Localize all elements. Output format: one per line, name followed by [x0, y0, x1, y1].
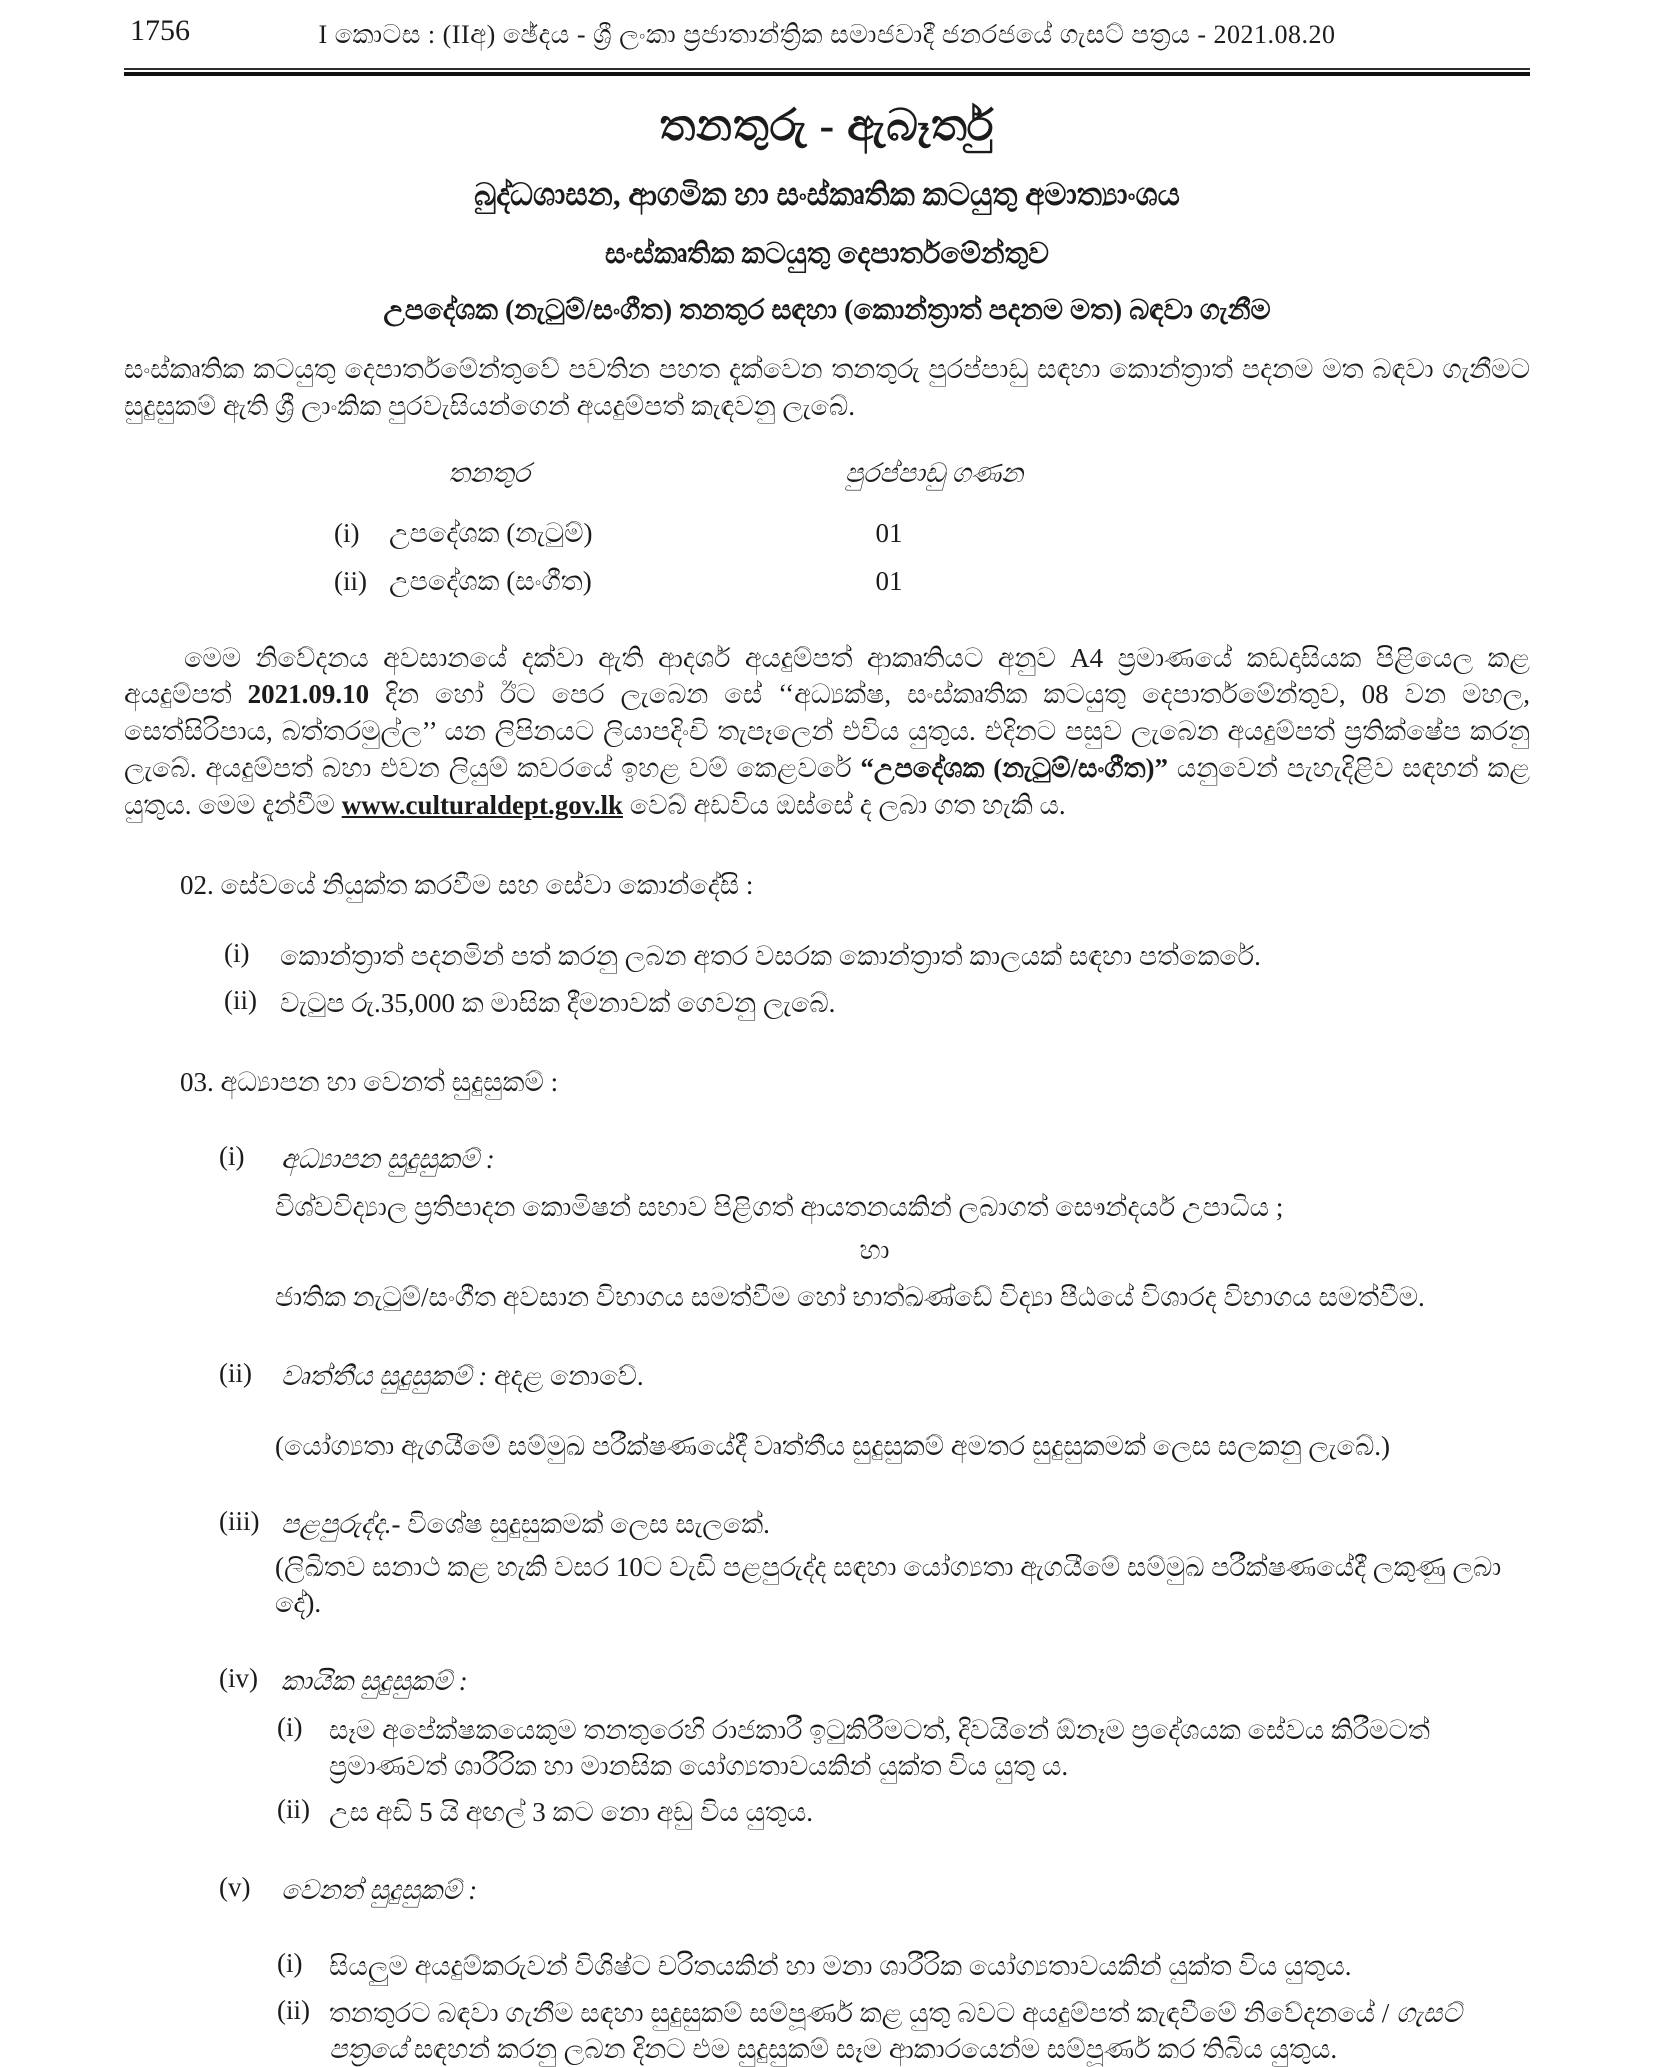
table-row: [269, 518, 1530, 550]
professional-qualifications: [124, 1358, 1530, 1465]
physical-subitems: [219, 1712, 1530, 1831]
list-item: [224, 985, 1530, 1021]
item-number: (iii): [219, 1506, 260, 1537]
gazette-header-line: I කොටස : (IIඅ) ඡේදය - ශ්‍රී ලංකා ප්‍රජාතාන්ත්‍රික සමාජවාදී ජනරජයේ ගැසට් පත්‍රය - 2021.08.20: [318, 20, 1336, 49]
item-text-part: තනතුරට බඳවා ගැනීම සඳහා සුදුසුකම් සම්පූර්ණ කළ යුතු බවට අයදුම්පත් කැඳවීමේ නිවේදනයේ /: [329, 1997, 1397, 2028]
header-divider: [124, 68, 1530, 76]
other-subitems: [219, 1948, 1530, 2067]
item-number: (ii): [277, 1994, 310, 2025]
item-number: (v): [219, 1872, 251, 1903]
table-row: [269, 566, 1530, 598]
professional-note: (යෝග්‍යතා ඇගයීමේ සම්මුඛ පරීක්ෂණයේදී වෘත්තීය සුදුසුකම් අමතර සුදුසුකමක් ලෙස සලකනු ලැබේ.): [275, 1430, 1390, 1461]
item-text: උස අඩි 5 යි අඟල් 3 කට නො අඩු විය යුතුය.: [329, 1796, 814, 1827]
vacancy-table-header: [269, 458, 1530, 490]
item-number: (i): [219, 1140, 245, 1171]
conjunction-and: හා: [859, 1235, 890, 1266]
item-number: (iv): [219, 1663, 258, 1694]
column-header-count: පුරප්පාඩු ගණන: [844, 457, 1024, 488]
education-exam-line: ජාතික නැටුම්/සංගීත අවසාන විභාගය සමත්වීම හෝ භාත්ඛණ්ඩේ විද්‍යා පීඨයේ විශාරද විභාගය සමත්වීම.: [275, 1282, 1425, 1313]
experience-qualifications: [124, 1506, 1530, 1621]
list-item: [219, 1506, 1530, 1542]
item-number: (ii): [277, 1793, 310, 1824]
physical-label: කායික සුදුසුකම් :: [281, 1666, 468, 1697]
experience-text: [281, 1506, 1530, 1542]
page-header: [124, 14, 1530, 58]
item-text: වැටුප රු.35,000 ක මාසික දීමනාවක් ගෙවනු ලැබේ.: [280, 987, 836, 1018]
section-02-items: [124, 938, 1530, 1020]
application-instructions-paragraph: [124, 640, 1530, 825]
post-quote: “උපදේශක (නැටුම්/සංගීත)”: [860, 753, 1169, 784]
list-item: [277, 1995, 1530, 2067]
other-qualifications: [124, 1872, 1530, 2067]
application-text: මෙම නිවේදනය අවසානයේ දක්වා ඇති ආදර්ශ අයදුම්පත් ආකෘතියට අනුව A4 ප්‍රමාණයේ කඩදාසියක පිළියෙල කළ අයදුම්පත්: [124, 642, 1530, 710]
ministry-name: බුද්ධශාසන, ආගමික හා සංස්කෘතික කටයුතු අමාත්‍යාංශය: [474, 177, 1180, 212]
section-03-heading: 03. අධ්‍යාපන හා වෙනත් සුදුසුකම් :: [180, 1066, 559, 1097]
experience-note: (ලිඛිතව සනාථ කළ හැකි වසර 10ට වැඩි පළපුරුද්ද සඳහා යෝග්‍යතා ඇගයීමේ සම්මුඛ පරීක්ෂණයේදී ලකුණු ලබා දේ).: [275, 1551, 1502, 1619]
list-item: [277, 1794, 1530, 1830]
item-text: සෑම අපේක්ෂකයෙකුම තනතුරෙහි රාජකාරී ඉටුකිරීමටත්, දිවයිනේ ඕනෑම ප්‍රදේශයක සේවය කිරීමටත් ප්‍රමාණවත් ශාරීරික හා මානසික යෝග්‍යතාවයකින් යුක්ත විය යුතු ය.: [329, 1714, 1430, 1781]
section-02-heading: 02. සේවයේ නියුක්ත කරවීම සහ සේවා කොන්දේසි :: [180, 870, 754, 901]
experience-label: පළපුරුද්ද.-: [281, 1509, 401, 1540]
department-website-link[interactable]: www.culturaldept.gov.lk: [341, 790, 623, 821]
list-item: [277, 1948, 1530, 1984]
professional-value: අදළ නොවේ.: [487, 1360, 644, 1391]
professional-text: [281, 1358, 1530, 1394]
physical-qualifications: [124, 1663, 1530, 1830]
item-number: (i): [224, 938, 250, 969]
list-item: [219, 1663, 1530, 1699]
education-degree-line: විශ්වවිද්‍යාල ප්‍රතිපාදන කොමිෂන් සභාව පිළිගත් ආයතනයකින් ලබාගත් සෞන්දර්ය උපාධිය ;: [275, 1191, 1284, 1222]
education-label: අධ්‍යාපන සුදුසුකම් :: [281, 1143, 495, 1174]
row-index: (ii): [334, 565, 367, 596]
column-header-post: තනතුර: [447, 457, 531, 488]
item-text-part: සඳහන් කරනු ලබන දිනට එම සුදුසුකම් සෑම ආකාරයෙන්ම සම්පූර්ණ කර තිබිය යුතුය.: [407, 2033, 1338, 2064]
item-text: කොන්ත්‍රාත් පදනමින් පත් කරනු ලබන අතර වසරක කොන්ත්‍රාත් කාලයක් සඳහා පත්කෙරේ.: [280, 941, 1261, 972]
list-item: [277, 1712, 1530, 1784]
page-title: තනතුරු - ඇබෑර්තු: [659, 101, 995, 150]
row-count: 01: [875, 565, 903, 596]
row-index: (i): [334, 517, 360, 548]
vacancy-table: [269, 458, 1530, 598]
professional-label: වෘත්තීය සුදුසුකම් :: [281, 1360, 488, 1391]
other-label: වෙනත් සුදුසුකම් :: [281, 1875, 478, 1906]
row-post: උපදේශක (නැටුම්): [389, 517, 593, 548]
notice-subject: උපදේශක (නැටුම්/සංගීත) තනතුර සඳහා (කොන්ත්‍රාත් පදනම මත) බඳවා ගැනීම: [383, 295, 1271, 326]
intro-paragraph: සංස්කෘතික කටයුතු දෙපාර්තමේන්තුවේ පවතින පහත දැක්වෙන තනතුරු පුරප්පාඩු සඳහා කොන්ත්‍රාත් පදනම මත බඳවා ගැනීමට සුදුසුකම් ඇති ශ්‍රී ලාංකික පුරවැසියන්ගෙන් අයදුම්පත් කැඳවනු ලැබේ.: [124, 354, 1530, 422]
experience-value: විශේෂ සුදුසුකමක් ලෙස සැලකේ.: [400, 1509, 770, 1540]
page-number: 1756: [130, 14, 190, 47]
item-number: (ii): [219, 1357, 252, 1388]
application-text: දින හෝ ඊට පෙර ලැබෙන සේ ‘‘අධ්‍යක්ෂ, සංස්කෘතික කටයුතු දෙපාර්තමේන්තුව, 08 වන මහල, සෙත්සිරිපාය, බත්තරමුල්ල’’ යන ලිපිනයට ලියාපදිංචි තැපෑලෙන් එවිය යුතුය. එදිනට පසුව ලැබෙන අයදුම්පත් ප්‍රතික්ෂේප කරනු ලැබේ. අයදුම්පත් බහා එවන ලියුම් කවරයේ ඉහළ වම් කෙළවරේ: [124, 679, 1531, 784]
item-number: (i): [277, 1948, 303, 1979]
list-item: [224, 938, 1530, 974]
item-text: සියලුම අයදුම්කරුවන් විශිෂ්ට චරිතයකින් හා මනා ශාරීරික යෝග්‍යතාවයකින් යුක්ත විය යුතුය.: [329, 1951, 1352, 1982]
item-number: (i): [277, 1711, 303, 1742]
list-item: [219, 1872, 1530, 1908]
row-post: උපදේශක (සංගීත): [389, 565, 592, 596]
department-name: සංස්කෘතික කටයුතු දෙපාර්තමේන්තුව: [605, 238, 1049, 270]
education-qualifications: [124, 1141, 1530, 1316]
list-item: [219, 1358, 1530, 1394]
item-text: [329, 1995, 1530, 2067]
closing-date: 2021.09.10: [247, 679, 370, 710]
application-text: වෙබ් අඩවිය ඔස්සේ ද ලබා ගත හැකි ය.: [623, 790, 1066, 821]
item-number: (ii): [224, 984, 257, 1015]
application-text: යනුවෙන් පැහැදිළිව සඳහන් කළ යුතුය. මෙම දැන්වීම: [124, 753, 1530, 821]
row-count: 01: [875, 517, 903, 548]
list-item: [219, 1141, 1530, 1177]
gazette-reference: ගැසට් පත්‍රයේ: [329, 1997, 1462, 2064]
